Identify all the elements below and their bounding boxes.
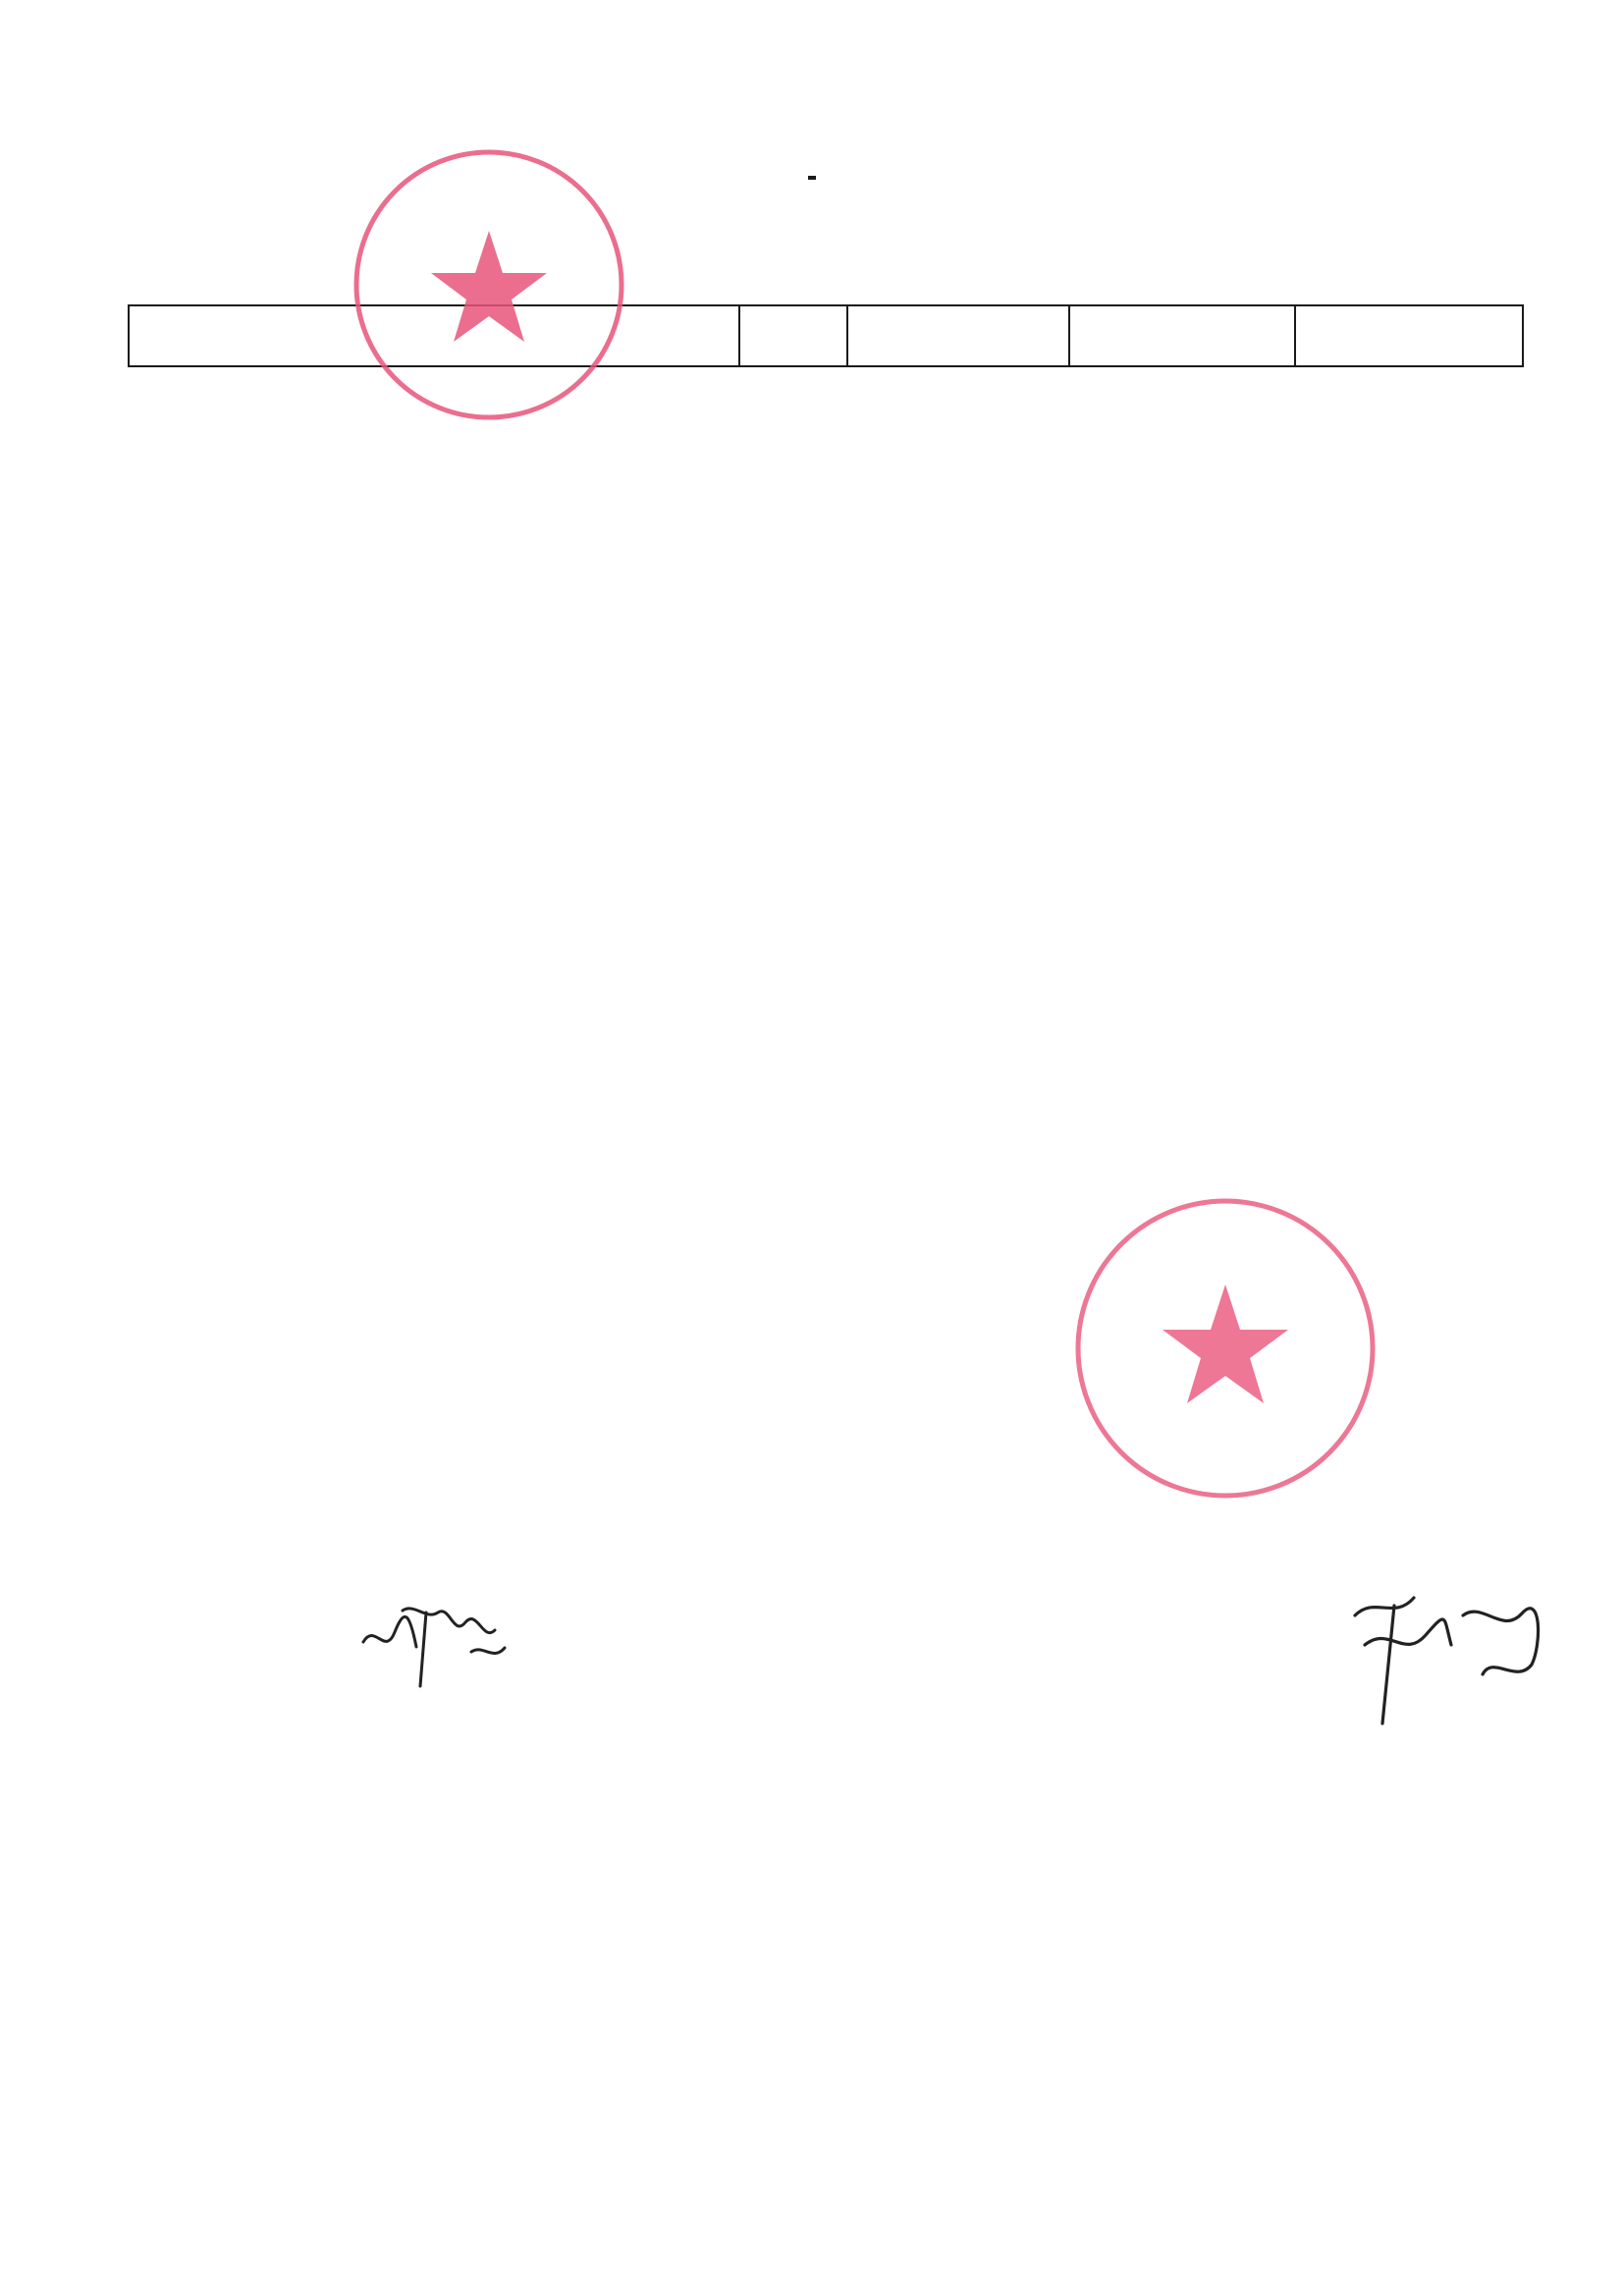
header-line (739, 305, 847, 366)
header-prev (1295, 305, 1523, 366)
organization-seal-stamp (332, 137, 646, 432)
header-item (129, 305, 739, 366)
unit-head-signature (355, 1583, 532, 1691)
header-ytd (1069, 305, 1295, 366)
income-distribution-table (128, 304, 1522, 367)
finance-seal-stamp (1063, 1186, 1387, 1501)
document-title (0, 110, 1623, 172)
header-month (847, 305, 1069, 366)
preparer-signature (1335, 1576, 1551, 1728)
table-header-row (129, 305, 1523, 366)
